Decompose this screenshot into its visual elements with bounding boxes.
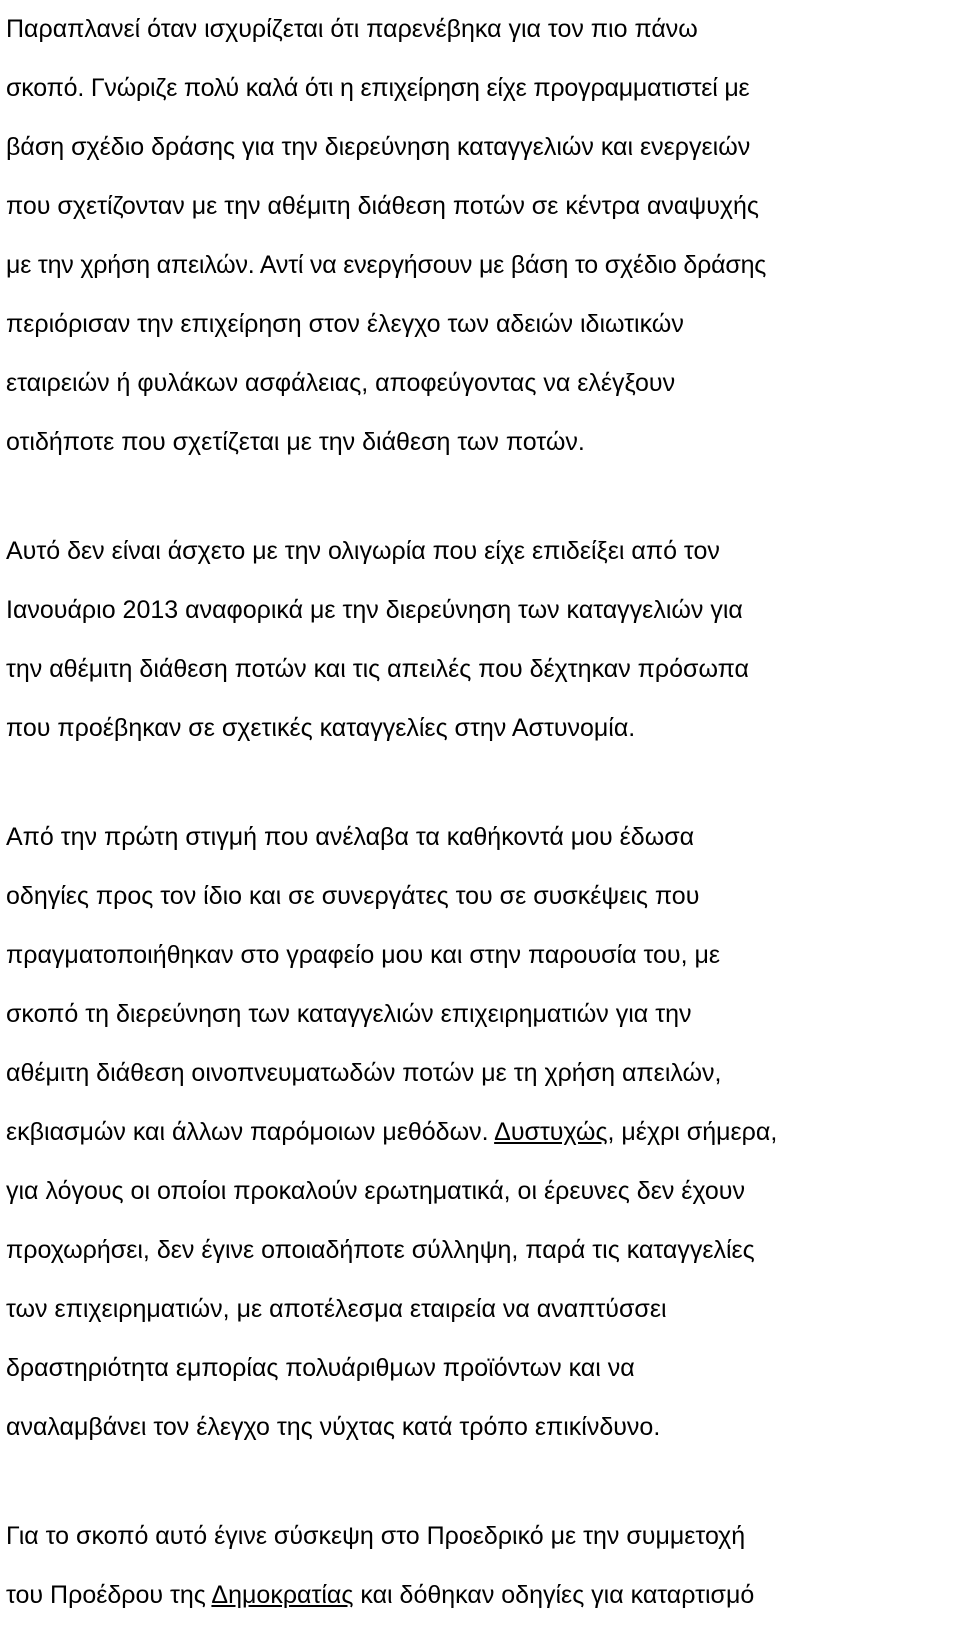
text-line: σκοπό τη διερεύνηση των καταγγελιών επιχειρηματιών για την xyxy=(6,1000,692,1028)
text-line: των επιχειρηματιών, με αποτέλεσμα εταιρεία να αναπτύσσει xyxy=(6,1295,667,1323)
paragraph-3 xyxy=(6,808,956,1457)
text-line-with-underline xyxy=(6,1566,956,1625)
text-segment: του Προέδρου της xyxy=(6,1581,212,1609)
paragraph-spacer xyxy=(6,758,956,808)
text-line: για λόγους οι οποίοι προκαλούν ερωτηματικά, οι έρευνες δεν έχουν xyxy=(6,1177,745,1205)
text-line: εταιρειών ή φυλάκων ασφάλειας, αποφεύγοντας να ελέγξουν xyxy=(6,369,676,397)
text-line: οδηγίες προς τον ίδιο και σε συνεργάτες του σε συσκέψεις που xyxy=(6,882,700,910)
text-line: Παραπλανεί όταν ισχυρίζεται ότι παρενέβηκα για τον πιο πάνω xyxy=(6,15,698,43)
paragraph-spacer xyxy=(6,472,956,522)
text-line: την αθέμιτη διάθεση ποτών και τις απειλές που δέχτηκαν πρόσωπα xyxy=(6,655,749,683)
paragraph-1 xyxy=(6,0,956,472)
paragraph-spacer xyxy=(6,1457,956,1507)
underlined-text: Δημοκρατίας xyxy=(211,1581,354,1609)
text-line: οτιδήποτε που σχετίζεται με την διάθεση των ποτών. xyxy=(6,428,585,456)
text-line: πραγματοποιήθηκαν στο γραφείο μου και στην παρουσία του, με xyxy=(6,941,721,969)
text-line: Από την πρώτη στιγμή που ανέλαβα τα καθήκοντά μου έδωσα xyxy=(6,823,695,851)
text-segment: και δόθηκαν οδηγίες για καταρτισμό xyxy=(353,1581,755,1609)
text-line: προχωρήσει, δεν έγινε οποιαδήποτε σύλληψη, παρά τις καταγγελίες xyxy=(6,1236,755,1264)
text-segment: εκβιασμών και άλλων παρόμοιων μεθόδων. xyxy=(6,1118,495,1146)
text-line-with-underline xyxy=(6,1103,956,1162)
text-line: σκοπό. Γνώριζε πολύ καλά ότι η επιχείρηση είχε προγραμματιστεί με xyxy=(6,74,750,102)
text-line: Ιανουάριο 2013 αναφορικά με την διερεύνηση των καταγγελιών για xyxy=(6,596,743,624)
text-line: βάση σχέδιο δράσης για την διερεύνηση καταγγελιών και ενεργειών xyxy=(6,133,751,161)
text-line: που σχετίζονταν με την αθέμιτη διάθεση ποτών σε κέντρα αναψυχής xyxy=(6,192,759,220)
text-line: που προέβηκαν σε σχετικές καταγγελίες στην Αστυνομία. xyxy=(6,714,636,742)
text-line: δραστηριότητα εμπορίας πολυάριθμων προϊόντων και να xyxy=(6,1354,635,1382)
text-segment: , μέχρι σήμερα, xyxy=(607,1118,778,1146)
text-line: με την χρήση απειλών. Αντί να ενεργήσουν με βάση το σχέδιο δράσης xyxy=(6,251,767,279)
document-page xyxy=(6,0,956,1625)
text-line: περιόρισαν την επιχείρηση στον έλεγχο των αδειών ιδιωτικών xyxy=(6,310,684,338)
paragraph-2 xyxy=(6,522,956,758)
text-line: αναλαμβάνει τον έλεγχο της νύχτας κατά τρόπο επικίνδυνο. xyxy=(6,1413,661,1441)
underlined-text: Δυστυχώς xyxy=(494,1118,608,1146)
text-line: Για το σκοπό αυτό έγινε σύσκεψη στο Προεδρικό με την συμμετοχή xyxy=(6,1522,746,1550)
text-line: αθέμιτη διάθεση οινοπνευματωδών ποτών με τη χρήση απειλών, xyxy=(6,1059,722,1087)
paragraph-4 xyxy=(6,1507,956,1625)
text-line: Αυτό δεν είναι άσχετο με την ολιγωρία που είχε επιδείξει από τον xyxy=(6,537,720,565)
